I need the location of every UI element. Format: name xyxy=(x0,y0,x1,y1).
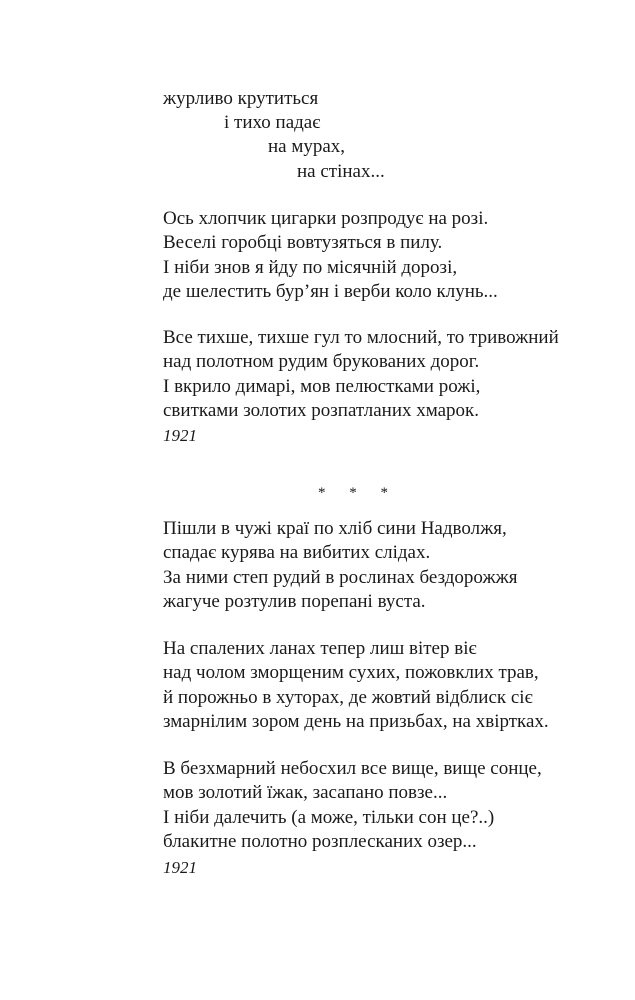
poem2-stanza2-line2: над чолом зморщеним сухих, пожовклих трав, xyxy=(163,662,539,683)
intro-line-1: журливо крутиться xyxy=(163,88,319,109)
intro-line-4: на стінах... xyxy=(297,161,385,182)
poem2-stanza3-line2: мов золотий їжак, засапано повзе... xyxy=(163,782,448,803)
poem1-stanza2-line4: свитками золотих розпатланих хмарок. xyxy=(163,400,480,421)
poem1-stanza2-line3: І вкрило димарі, мов пелюстками рожі, xyxy=(163,376,481,397)
poem2-stanza1-line4: жагуче розтулив порепані вуста. xyxy=(163,591,426,612)
poem1-stanza1-line1: Ось хлопчик цигарки розпродує на розі. xyxy=(163,208,489,229)
intro-line-2: і тихо падає xyxy=(224,112,321,133)
poem1-stanza2-line1: Все тихше, тихше гул то млосний, то тривожний xyxy=(163,327,559,348)
poem2-stanza1-line1: Пішли в чужі краї по хліб сини Надволжя, xyxy=(163,518,507,539)
poem2-stanza2-line3: й порожньо в хуторах, де жовтий відблиск сіє xyxy=(163,687,533,708)
poem1-stanza1-line4: де шелестить бур’ян і верби коло клунь... xyxy=(163,281,498,302)
poem2-stanza3-line4: блакитне полотно розплесканих озер... xyxy=(163,831,477,852)
poem2-stanza1-line3: За ними степ рудий в рослинах бездорожжя xyxy=(163,567,518,588)
section-separator: * * * xyxy=(318,485,398,501)
poem2-stanza1-line2: спадає курява на вибитих слідах. xyxy=(163,542,431,563)
poem2-stanza2-line4: змарнілим зором день на призьбах, на хвіртках. xyxy=(163,711,549,732)
intro-line-3: на мурах, xyxy=(268,136,346,157)
poem2-stanza3-line3: І ніби далечить (а може, тільки сон це?..) xyxy=(163,807,495,828)
poem2-stanza3-line1: В безхмарний небосхил все вище, вище сонце, xyxy=(163,758,542,779)
poem2-stanza2-line1: На спалених ланах тепер лиш вітер віє xyxy=(163,638,477,659)
poem1-stanza1-line2: Веселі горобці вовтузяться в пилу. xyxy=(163,232,443,253)
poem1-year: 1921 xyxy=(163,426,197,445)
poem1-stanza2-line2: над полотном рудим брукованих дорог. xyxy=(163,351,480,372)
poem1-stanza1-line3: І ніби знов я йду по місячній дорозі, xyxy=(163,257,458,278)
poem2-year: 1921 xyxy=(163,858,197,877)
